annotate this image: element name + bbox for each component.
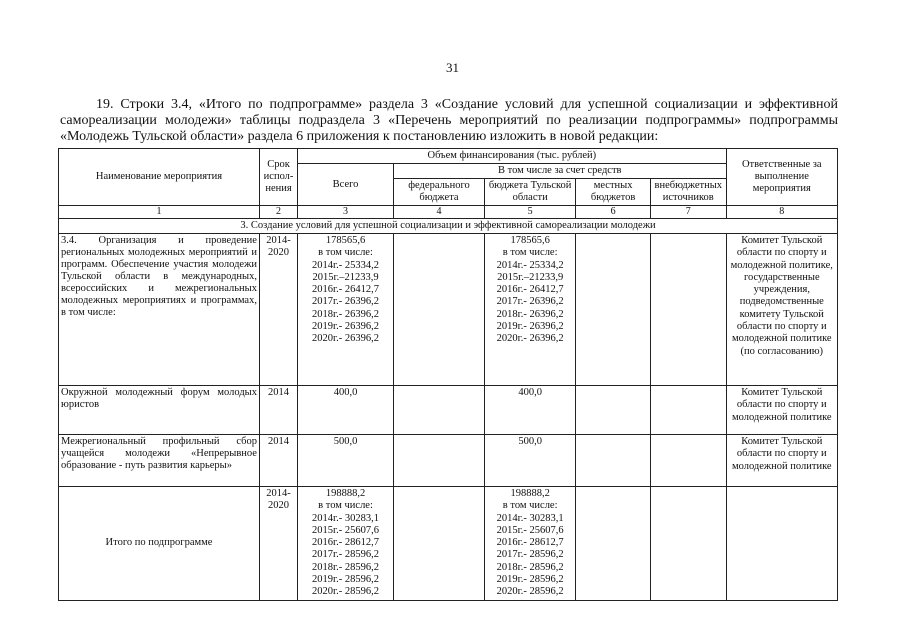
amount-line: 2019г.- 28596,2 xyxy=(312,574,380,586)
amount-line: 2016г.- 28612,7 xyxy=(312,537,380,549)
row-local xyxy=(576,234,651,386)
amount-line: 2017г.- 28596,2 xyxy=(312,549,380,561)
amount-line: 2014г.- 25334,2 xyxy=(496,259,564,271)
header-extra: внебюджетных источников xyxy=(651,179,727,206)
row-name: Окружной молодежный форум молодых юристов xyxy=(59,386,260,435)
column-number: 4 xyxy=(393,206,484,219)
row-regional xyxy=(485,435,576,487)
row-responsible: Комитет Тульской области по спорту и молодежной политике xyxy=(726,386,837,435)
row-extra xyxy=(651,386,727,435)
row-federal xyxy=(393,487,484,601)
amount-line: 2020г.- 26396,2 xyxy=(312,333,380,345)
amount-line: 400,0 xyxy=(333,387,358,398)
amount-line: 2016г.- 26412,7 xyxy=(496,284,564,296)
amount-line: 2020г.- 26396,2 xyxy=(496,333,564,345)
amount-line: 2019г.- 26396,2 xyxy=(496,321,564,333)
header-responsible: Ответственные за выполнение мероприятия xyxy=(726,149,837,206)
column-number: 3 xyxy=(298,206,394,219)
amount-line: в том числе: xyxy=(502,247,558,259)
row-regional xyxy=(485,234,576,386)
row-term: 2014 xyxy=(259,386,297,435)
row-term: 2014- 2020 xyxy=(259,487,297,601)
header-total: Всего xyxy=(298,164,394,206)
row-total xyxy=(298,234,394,386)
row-total xyxy=(298,435,394,487)
amount-line: 178565,6 xyxy=(325,235,366,246)
amount-line: 2018г.- 26396,2 xyxy=(496,308,564,320)
header-federal: федерального бюджета xyxy=(393,179,484,206)
amount-line: в том числе: xyxy=(502,500,558,512)
amount-line: 198888,2 xyxy=(510,488,550,499)
header-including: В том числе за счет средств xyxy=(393,164,726,179)
amount-line: 2020г.- 28596,2 xyxy=(312,586,380,598)
header-term: Срок испол- нения xyxy=(259,149,297,206)
row-total xyxy=(298,386,394,435)
row-extra xyxy=(651,435,727,487)
row-name: Итого по подпрограмме xyxy=(59,487,260,601)
amount-line: 400,0 xyxy=(518,387,542,398)
amount-line: 2019г.- 28596,2 xyxy=(496,574,564,586)
amount-line: 2016г.- 26412,7 xyxy=(312,284,380,296)
row-total xyxy=(298,487,394,601)
header-name: Наименование мероприятия xyxy=(59,149,260,206)
amount-line: 178565,6 xyxy=(510,235,550,246)
row-responsible: Комитет Тульской области по спорту и молодежной политике, государственные учреждения, подведомственные комитету Тульской области по спорту и молодежной политике (по согласованию) xyxy=(726,234,837,386)
amount-line: 500,0 xyxy=(518,436,542,447)
amount-line: 2014г.- 30283,1 xyxy=(312,512,380,524)
row-regional xyxy=(485,487,576,601)
amount-line: 2015г.- 25607,6 xyxy=(312,524,380,536)
amount-line: 2018г.- 28596,2 xyxy=(312,561,380,573)
amount-line: 2014г.- 25334,2 xyxy=(312,259,380,271)
amount-line: 2014г.- 30283,1 xyxy=(496,512,564,524)
section-row xyxy=(59,219,838,234)
amount-line: 2018г.- 26396,2 xyxy=(312,308,380,320)
subprogram-table xyxy=(58,148,838,601)
row-federal xyxy=(393,234,484,386)
row-local xyxy=(576,435,651,487)
row-name: 3.4. Организация и проведение региональных молодежных мероприятий и программ. Обеспечение участия молодежи Тульской области в международных, всероссийских и межрегиональных молодежных мероприятиях и программах, в том числе: xyxy=(59,234,260,386)
column-number: 2 xyxy=(259,206,297,219)
row-local xyxy=(576,487,651,601)
section-title: 3. Создание условий для успешной социализации и эффективной самореализации молодежи xyxy=(59,219,838,234)
table-row xyxy=(59,386,838,435)
row-term: 2014- 2020 xyxy=(259,234,297,386)
row-term: 2014 xyxy=(259,435,297,487)
amount-line: 2015г.–21233,9 xyxy=(497,271,564,283)
row-local xyxy=(576,386,651,435)
amount-line: 2018г.- 28596,2 xyxy=(496,561,564,573)
amount-line: 2017г.- 26396,2 xyxy=(496,296,564,308)
amount-line: 2015г.- 25607,6 xyxy=(496,524,564,536)
amount-line: 2017г.- 26396,2 xyxy=(312,296,380,308)
page-number: 31 xyxy=(446,60,459,75)
table-row-total xyxy=(59,487,838,601)
amount-line: 2020г.- 28596,2 xyxy=(496,586,564,598)
amount-line: 2016г.- 28612,7 xyxy=(496,537,564,549)
amount-line: 2017г.- 28596,2 xyxy=(496,549,564,561)
row-extra xyxy=(651,234,727,386)
amount-line: 2015г.–21233,9 xyxy=(312,271,379,283)
header-financing: Объем финансирования (тыс. рублей) xyxy=(298,149,726,164)
table-row xyxy=(59,234,838,386)
column-number-row xyxy=(59,206,838,219)
row-extra xyxy=(651,487,727,601)
column-number: 7 xyxy=(651,206,727,219)
intro-paragraph: 19. Строки 3.4, «Итого по подпрограмме» раздела 3 «Создание условий для успешной социализации и эффективной самореализации молодежи» таблицы подраздела 3 «Перечень мероприятий по реализации подпрограммы» подпрограммы «Молодежь Тульской области» раздела 6 приложения к постановлению изложить в новой редакции: xyxy=(60,97,838,144)
header-row-1 xyxy=(59,149,838,164)
column-number: 6 xyxy=(576,206,651,219)
row-regional xyxy=(485,386,576,435)
column-number: 5 xyxy=(485,206,576,219)
amount-line: 500,0 xyxy=(333,436,358,447)
amount-line: 2019г.- 26396,2 xyxy=(312,321,380,333)
amount-line: в том числе: xyxy=(318,500,373,512)
row-responsible: Комитет Тульской области по спорту и молодежной политике xyxy=(726,435,837,487)
table-row xyxy=(59,435,838,487)
column-number: 8 xyxy=(726,206,837,219)
row-federal xyxy=(393,435,484,487)
row-responsible xyxy=(726,487,837,601)
row-federal xyxy=(393,386,484,435)
column-number: 1 xyxy=(59,206,260,219)
row-name: Межрегиональный профильный сбор учащейся молодежи «Непрерывное образование - путь развития карьеры» xyxy=(59,435,260,487)
amount-line: в том числе: xyxy=(318,247,373,259)
header-local: местных бюджетов xyxy=(576,179,651,206)
amount-line: 198888,2 xyxy=(325,488,366,499)
header-regional: бюджета Тульской области xyxy=(485,179,576,206)
